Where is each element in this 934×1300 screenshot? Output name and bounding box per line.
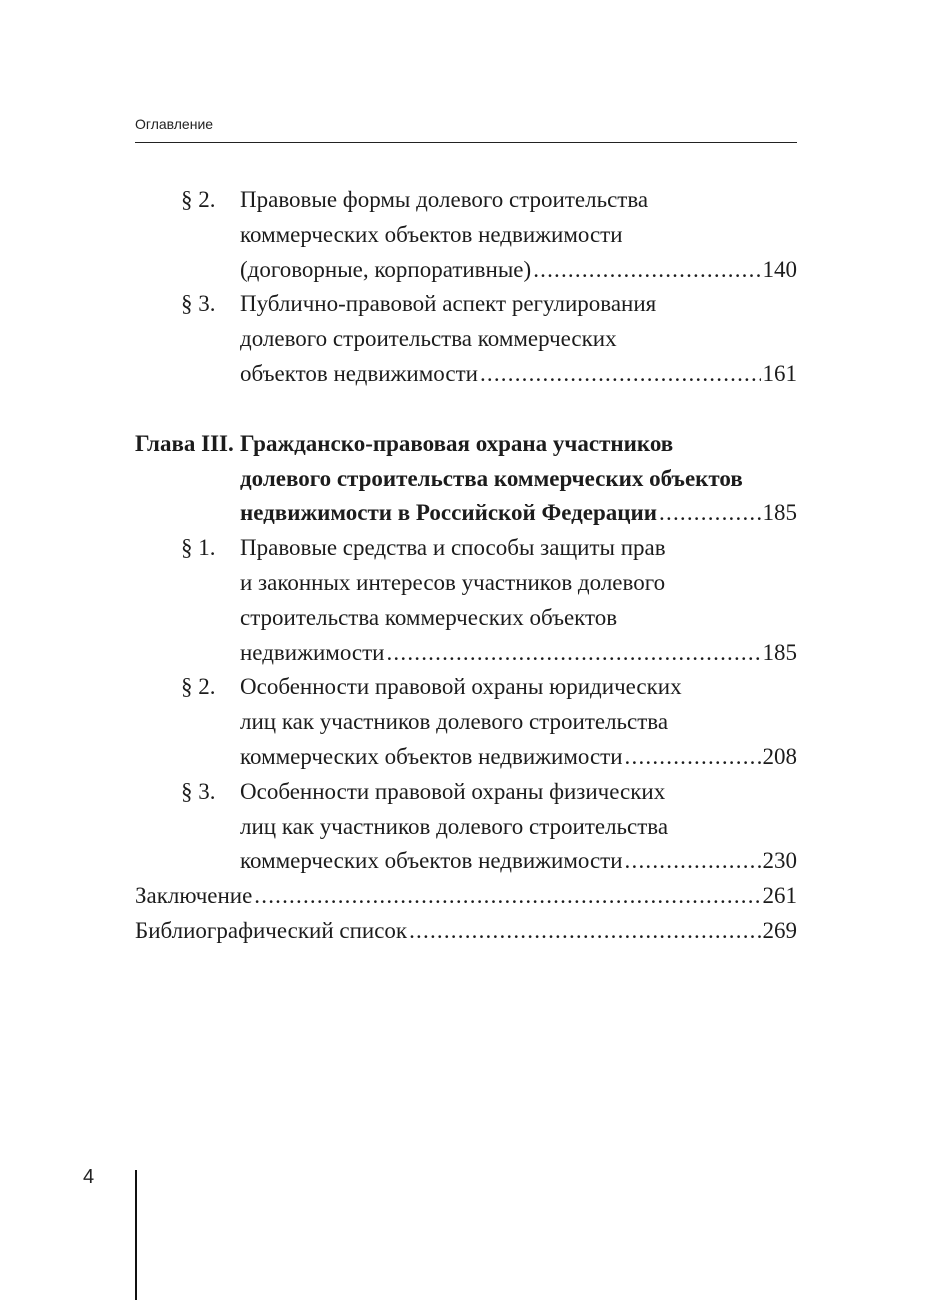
- entry-last-line: [135, 879, 797, 914]
- page-number: 261: [762, 883, 797, 909]
- entry-title-line: долевого строительства коммерческих: [240, 326, 617, 352]
- page-number: 208: [762, 743, 797, 769]
- entry-title-line: Заключение: [135, 883, 253, 909]
- page-number: 161: [762, 360, 797, 386]
- entry-last-line: [240, 357, 797, 392]
- dot-leader: [254, 879, 760, 914]
- page-number: 269: [762, 917, 797, 943]
- section-marker: § 3.: [181, 291, 216, 317]
- entry-title-line: (договорные, корпоративные): [240, 256, 532, 282]
- toc-entry-conclusion[interactable]: [135, 879, 797, 914]
- entry-title-line: недвижимости: [240, 639, 385, 665]
- page-number: 185: [762, 639, 797, 665]
- chapter-spacer: [135, 392, 797, 427]
- toc-entry-chapter-3[interactable]: [135, 427, 797, 531]
- entry-title-line: коммерческих объектов недвижимости: [240, 848, 623, 874]
- entry-last-line: [240, 253, 797, 288]
- running-head-title: Оглавление: [135, 116, 214, 132]
- entry-title-line: Особенности правовой охраны физических: [240, 778, 666, 804]
- entry-last-line: [240, 844, 797, 879]
- entry-title-line: Особенности правовой охраны юридических: [240, 674, 682, 700]
- folio-page-number: 4: [83, 1166, 95, 1188]
- entry-title-line: и законных интересов участников долевого: [240, 569, 666, 595]
- entry-title-line: недвижимости в Российской Федерации: [240, 500, 658, 526]
- section-marker: § 2.: [181, 674, 216, 700]
- entry-last-line: [240, 496, 797, 531]
- entry-last-line: [240, 740, 797, 775]
- folio-vertical-rule: [135, 1170, 137, 1300]
- page-number: 140: [762, 256, 797, 282]
- entry-last-line: [240, 636, 797, 671]
- toc-entry-ch3-section-1[interactable]: [135, 531, 797, 670]
- entry-last-line: [135, 914, 797, 949]
- entry-title-line: долевого строительства коммерческих объектов: [240, 465, 743, 491]
- chapter-marker: Глава III.: [135, 430, 234, 456]
- dot-leader: [480, 357, 761, 392]
- entry-title-line: Правовые средства и способы защиты прав: [240, 535, 666, 561]
- entry-title-line: Правовые формы долевого строительства: [240, 187, 649, 212]
- toc-entry-ch2-section-3[interactable]: [135, 287, 797, 391]
- toc-entry-ch3-section-2[interactable]: [135, 670, 797, 774]
- entry-title-line: коммерческих объектов недвижимости: [240, 221, 623, 247]
- toc-entry-ch2-section-2[interactable]: [135, 183, 797, 287]
- entry-title-line: лиц как участников долевого строительства: [240, 813, 669, 839]
- section-marker: § 1.: [181, 535, 216, 561]
- toc-entry-ch3-section-3[interactable]: [135, 775, 797, 879]
- dot-leader: [625, 740, 761, 775]
- dot-leader: [625, 844, 761, 879]
- section-marker: § 3.: [181, 778, 216, 804]
- table-of-contents: [135, 183, 797, 949]
- page-number: 185: [762, 500, 797, 526]
- dot-leader: [533, 253, 760, 288]
- dot-leader: [386, 636, 760, 671]
- section-marker: § 2.: [181, 187, 216, 212]
- dot-leader: [409, 914, 760, 949]
- entry-title-line: лиц как участников долевого строительства: [240, 709, 669, 735]
- entry-title-line: коммерческих объектов недвижимости: [240, 743, 623, 769]
- entry-title-line: Библиографический список: [135, 917, 408, 943]
- page-number: 230: [762, 848, 797, 874]
- entry-title-line: Публично-правовой аспект регулирования: [240, 291, 657, 317]
- toc-entry-bibliography[interactable]: [135, 914, 797, 949]
- entry-title-line: объектов недвижимости: [240, 360, 478, 386]
- entry-title-line: строительства коммерческих объектов: [240, 604, 618, 630]
- dot-leader: [659, 496, 760, 531]
- entry-title-line: Гражданско-правовая охрана участников: [240, 430, 674, 456]
- header-divider: [135, 142, 797, 143]
